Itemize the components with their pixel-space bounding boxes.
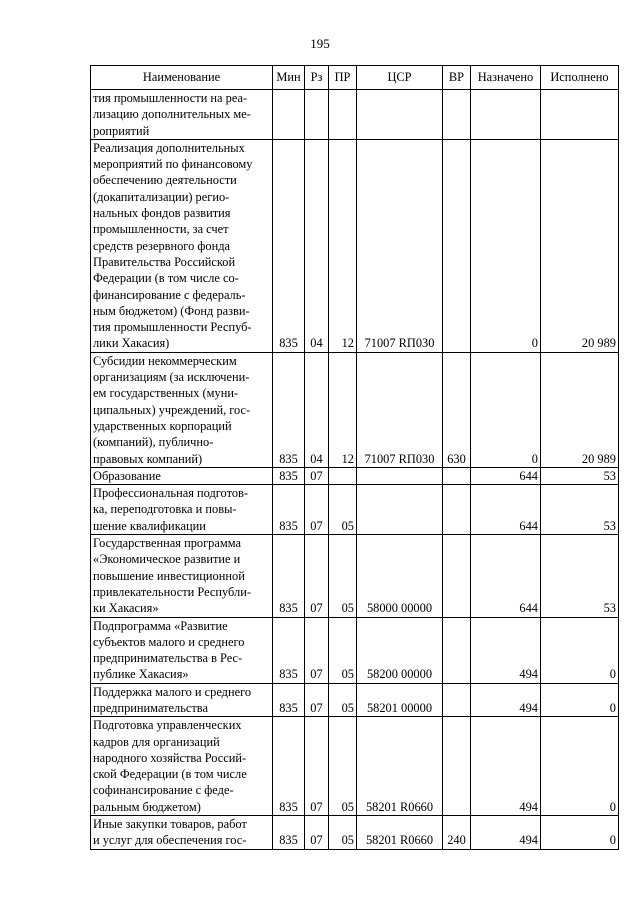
cell-name: Иные закупки товаров, работ и услуг для обеспечения гос- — [91, 816, 273, 850]
cell-assigned: 0 — [471, 352, 541, 467]
header-vr: ВР — [443, 66, 471, 90]
cell-vr: 240 — [443, 816, 471, 850]
cell-vr — [443, 485, 471, 535]
cell-min: 835 — [273, 139, 305, 352]
cell-rz — [305, 90, 329, 140]
cell-executed: 20 989 — [541, 352, 619, 467]
cell-assigned: 494 — [471, 717, 541, 816]
cell-pr: 05 — [329, 683, 357, 717]
cell-name: Реализация дополнительных мероприятий по финансовому обеспечению деятельности (докапитализации) регио- нальных фондов развития промышленности, за счет средств резервного фонда Правительства Российской Федерации (в том числе со- финансирование с федераль- ным бюджетом) (Фонд разви- тия промышленности Респуб- лики Хакасия) — [91, 139, 273, 352]
cell-vr: 630 — [443, 352, 471, 467]
cell-min: 835 — [273, 485, 305, 535]
cell-pr: 05 — [329, 717, 357, 816]
header-min: Мин — [273, 66, 305, 90]
cell-pr — [329, 467, 357, 484]
cell-csr: 58000 00000 — [357, 535, 443, 617]
header-assigned: Назначено — [471, 66, 541, 90]
cell-rz: 04 — [305, 139, 329, 352]
cell-vr — [443, 139, 471, 352]
cell-csr — [357, 485, 443, 535]
cell-pr — [329, 90, 357, 140]
table-row — [91, 139, 619, 352]
cell-assigned: 644 — [471, 467, 541, 484]
cell-rz: 07 — [305, 816, 329, 850]
cell-executed: 0 — [541, 683, 619, 717]
table-row — [91, 617, 619, 683]
cell-rz: 07 — [305, 717, 329, 816]
cell-min: 835 — [273, 617, 305, 683]
cell-vr — [443, 535, 471, 617]
table-row — [91, 467, 619, 484]
cell-rz: 07 — [305, 535, 329, 617]
cell-csr: 58201 R0660 — [357, 816, 443, 850]
cell-rz: 07 — [305, 485, 329, 535]
header-csr: ЦСР — [357, 66, 443, 90]
cell-pr: 05 — [329, 816, 357, 850]
cell-vr — [443, 90, 471, 140]
table-row — [91, 683, 619, 717]
cell-executed: 0 — [541, 816, 619, 850]
cell-assigned — [471, 90, 541, 140]
page-number: 195 — [310, 36, 330, 51]
cell-assigned: 494 — [471, 617, 541, 683]
cell-name: Государственная программа «Экономическое развитие и повышение инвестиционной привлекательности Республи- ки Хакасия» — [91, 535, 273, 617]
table-row — [91, 717, 619, 816]
cell-vr — [443, 467, 471, 484]
table-row — [91, 485, 619, 535]
cell-pr: 05 — [329, 485, 357, 535]
cell-name: Образование — [91, 467, 273, 484]
header-name: Наименование — [91, 66, 273, 90]
cell-csr: 58200 00000 — [357, 617, 443, 683]
cell-assigned: 644 — [471, 485, 541, 535]
cell-csr — [357, 90, 443, 140]
cell-executed: 0 — [541, 717, 619, 816]
budget-table — [90, 65, 619, 850]
cell-csr: 71007 RП030 — [357, 139, 443, 352]
cell-name: Подпрограмма «Развитие субъектов малого и среднего предпринимательства в Рес- публике Хакасия» — [91, 617, 273, 683]
cell-csr: 58201 R0660 — [357, 717, 443, 816]
header-rz: Рз — [305, 66, 329, 90]
cell-executed: 53 — [541, 467, 619, 484]
table-row — [91, 816, 619, 850]
cell-rz: 07 — [305, 683, 329, 717]
cell-pr: 12 — [329, 352, 357, 467]
cell-name: Субсидии некоммерческим организациям (за исключени- ем государственных (муни- ципальных) учреждений, гос- ударственных корпораций (компаний), публично- правовых компаний) — [91, 352, 273, 467]
cell-executed: 53 — [541, 535, 619, 617]
cell-min: 835 — [273, 467, 305, 484]
cell-executed: 53 — [541, 485, 619, 535]
cell-vr — [443, 683, 471, 717]
cell-executed — [541, 90, 619, 140]
cell-min: 835 — [273, 683, 305, 717]
table-row — [91, 90, 619, 140]
cell-rz: 07 — [305, 617, 329, 683]
table-body — [91, 90, 619, 850]
cell-assigned: 0 — [471, 139, 541, 352]
cell-vr — [443, 717, 471, 816]
header-pr: ПР — [329, 66, 357, 90]
cell-rz: 04 — [305, 352, 329, 467]
cell-pr: 05 — [329, 617, 357, 683]
table-header-row — [91, 66, 619, 90]
cell-name: Подготовка управленческих кадров для организаций народного хозяйства Россий- ской Федерации (в том числе софинансирование с феде- ральным бюджетом) — [91, 717, 273, 816]
cell-min — [273, 90, 305, 140]
cell-name: тия промышленности на реа- лизацию дополнительных ме- роприятий — [91, 90, 273, 140]
cell-name: Поддержка малого и среднего предпринимательства — [91, 683, 273, 717]
table-row — [91, 535, 619, 617]
cell-vr — [443, 617, 471, 683]
cell-min: 835 — [273, 352, 305, 467]
cell-assigned: 494 — [471, 683, 541, 717]
cell-executed: 0 — [541, 617, 619, 683]
cell-name: Профессиональная подготов- ка, переподготовка и повы- шение квалификации — [91, 485, 273, 535]
cell-pr: 05 — [329, 535, 357, 617]
cell-rz: 07 — [305, 467, 329, 484]
cell-min: 835 — [273, 535, 305, 617]
cell-min: 835 — [273, 816, 305, 850]
header-executed: Исполнено — [541, 66, 619, 90]
cell-csr: 58201 00000 — [357, 683, 443, 717]
cell-pr: 12 — [329, 139, 357, 352]
cell-min: 835 — [273, 717, 305, 816]
cell-csr: 71007 RП030 — [357, 352, 443, 467]
table-row — [91, 352, 619, 467]
cell-assigned: 644 — [471, 535, 541, 617]
cell-assigned: 494 — [471, 816, 541, 850]
cell-executed: 20 989 — [541, 139, 619, 352]
cell-csr — [357, 467, 443, 484]
